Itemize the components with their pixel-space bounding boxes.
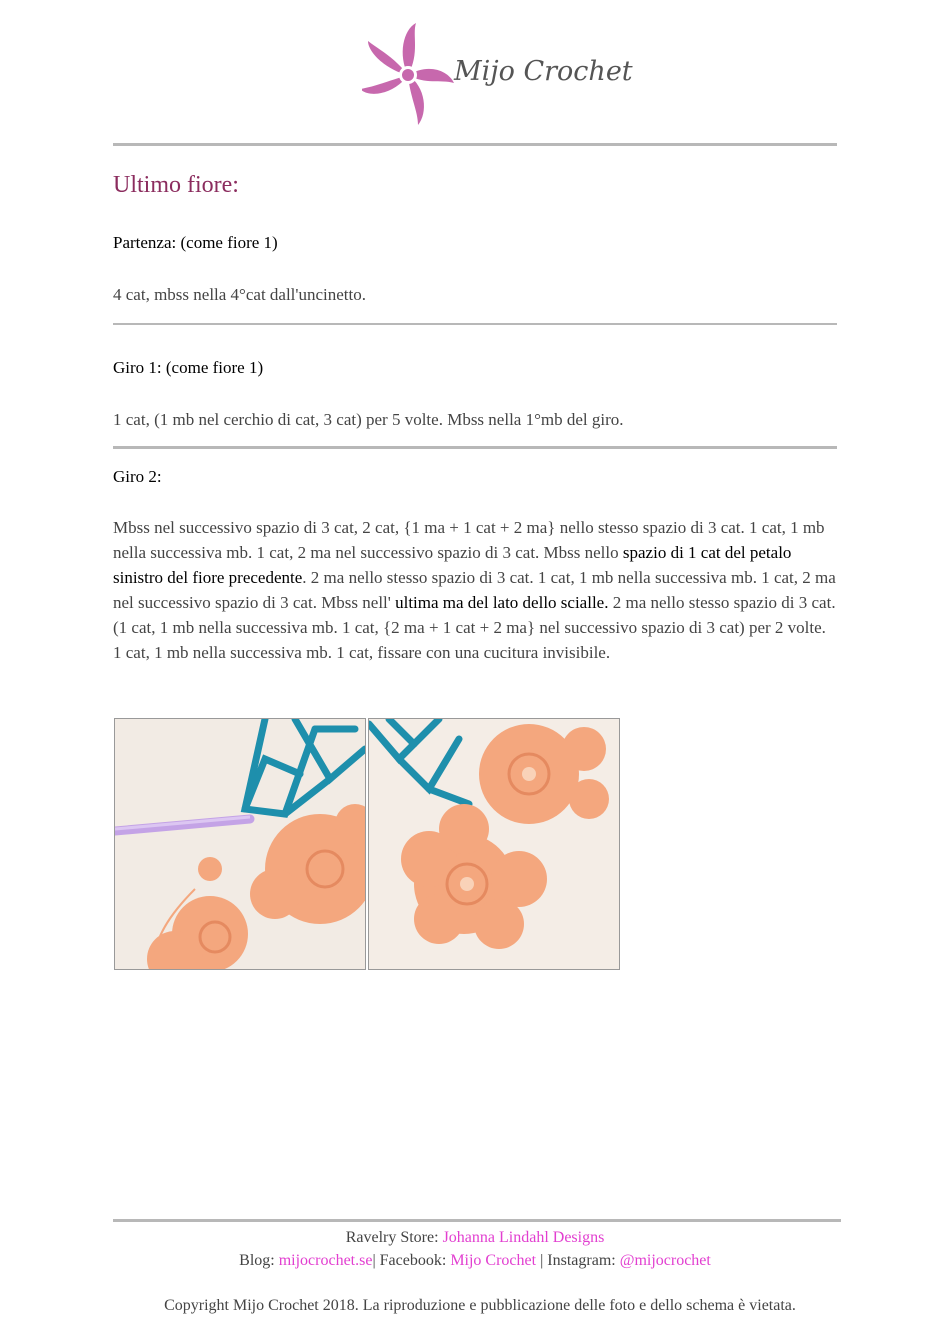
section-heading: Partenza: (come fiore 1): [113, 233, 278, 252]
footer-social: Blog: mijocrochet.se| Facebook: Mijo Crochet | Instagram: @mijocrochet: [239, 1252, 711, 1269]
section-text: Mbss nel successivo spazio di 3 cat, 2 cat, {1 ma + 1 cat + 2 ma} nello stesso spazio di 3 cat. 1 cat, 1 mb nella successiva mb. 1 cat, 2 ma nel successivo spazio di 3 cat. Mbss nello spazio di 1 cat del petalo sinistro del fiore precedente. 2 ma nello stesso spazio di 3 cat. 1 cat, 1 mb nella successiva mb. 1 cat, 2 ma nel successivo spazio di 3 cat. Mbss nell' ultima ma del lato dello scialle. 2 ma nello stesso spazio di 3 cat. (1 cat, 1 mb nella successiva mb. 1 cat, {2 ma + 1 cat + 2 ma} nel successivo spazio di 3 cat) per 2 volte. 1 cat, 1 mb nella successiva mb. 1 cat, fissare con una cucitura invisibile.: [113, 518, 836, 662]
footer-divider: [113, 1219, 841, 1222]
copyright: Copyright Mijo Crochet 2018. La riproduzione e pubblicazione delle foto e dello schema è vietata.: [164, 1297, 796, 1314]
crochet-photo-flowers: [368, 718, 620, 970]
ravelry-link[interactable]: Johanna Lindahl Designs: [442, 1229, 605, 1246]
blog-link[interactable]: mijocrochet.se: [278, 1252, 373, 1269]
section-text: 4 cat, mbss nella 4°cat dall'uncinetto.: [113, 285, 366, 304]
divider: [113, 446, 837, 449]
section-text: 1 cat, (1 mb nel cerchio di cat, 3 cat) per 5 volte. Mbss nella 1°mb del giro.: [113, 410, 624, 429]
brand-logo: [362, 20, 633, 130]
divider: [113, 323, 837, 325]
section-heading: Giro 1: (come fiore 1): [113, 358, 264, 377]
emphasis-text: spazio di 1 cat del petalo sinistro del fiore precedente: [113, 543, 792, 587]
section-heading: Giro 2:: [113, 467, 162, 486]
facebook-link[interactable]: Mijo Crochet: [450, 1252, 537, 1269]
footer-ravelry: Ravelry Store: Johanna Lindahl Designs: [345, 1229, 605, 1246]
crochet-photo-hook: [114, 718, 366, 970]
page-title: Ultimo fiore:: [113, 172, 239, 198]
instagram-link[interactable]: @mijocrochet: [619, 1252, 711, 1269]
divider: [113, 143, 837, 146]
flower-logo-icon: [362, 20, 457, 130]
emphasis-text: ultima ma del lato dello scialle.: [395, 593, 609, 612]
brand-name: Mijo Crochet: [454, 56, 633, 87]
